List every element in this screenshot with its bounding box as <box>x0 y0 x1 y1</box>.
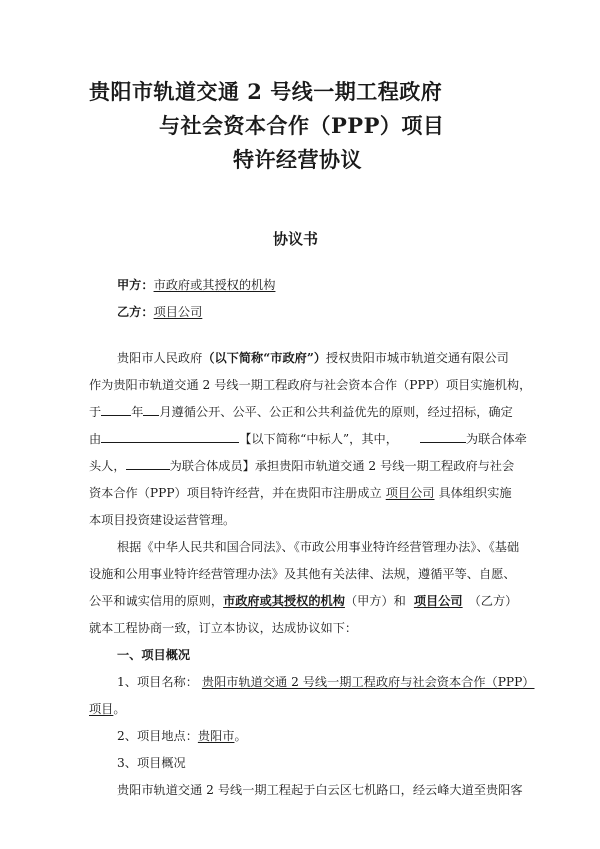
para1-text: 由 <box>89 432 102 446</box>
party-a-ref: 市政府或其授权的机构 <box>223 594 345 608</box>
agreement-heading: 协议书 <box>273 230 319 248</box>
party-a-line <box>117 276 275 293</box>
project-company-ref: 项目公司 <box>385 486 435 500</box>
item-1-value: 贵阳市轨道交通 2 号线一期工程政府与社会资本合作（PPP） <box>201 675 535 689</box>
para1-line-7: 本项目投资建设运营管理。 <box>89 513 236 527</box>
para1-text: 授权贵阳市城市轨道交通有限公司 <box>326 351 509 365</box>
party-b-ref: 项目公司 <box>413 594 463 608</box>
party-b-value: 项目公司 <box>153 305 203 319</box>
party-b-label: 乙方： <box>117 305 154 319</box>
month-blank <box>143 404 159 416</box>
para1-text: 【以下简称“中标人”，其中， <box>239 432 398 446</box>
item-2-value: 贵阳市 <box>197 729 235 743</box>
party-a-value: 市政府或其授权的机构 <box>153 278 276 292</box>
item-1-continuation <box>89 700 126 717</box>
para1-line-3 <box>89 403 513 420</box>
item-1-end: 。 <box>113 702 126 716</box>
item-3-heading: 3、项目概况 <box>117 756 186 770</box>
lead-member-blank <box>420 431 466 443</box>
year-blank <box>101 404 131 416</box>
item-1-label: 1、项目名称： <box>117 675 198 689</box>
doc-title-line-1: 贵阳市轨道交通 2 号线一期工程政府 <box>89 79 443 104</box>
doc-title-line-2: 与社会资本合作（PPP）项目 <box>159 113 445 138</box>
para1-line-2: 作为贵阳市轨道交通 2 号线一期工程政府与社会资本合作（PPP）项目实施机构， <box>89 378 532 392</box>
para1-line-1 <box>117 349 509 366</box>
para2-line-2: 设施和公用事业特许经营管理办法》及其他有关法律、法规，遵循平等、自愿、 <box>89 567 516 581</box>
section-heading: 一、项目概况 <box>117 648 191 662</box>
para2-text: 公平和诚实信用的原则， <box>89 594 224 608</box>
winner-blank <box>101 431 239 443</box>
para2-line-1: 根据《中华人民共和国合同法》、《市政公用事业特许经营管理办法》、《基础 <box>117 540 520 554</box>
para2-line-4: 就本工程协商一致，订立本协议，达成协议如下： <box>89 621 358 635</box>
para1-line-5 <box>89 457 514 474</box>
item-1-line <box>117 673 535 690</box>
doc-title-line-3: 特许经营协议 <box>233 147 362 172</box>
para1-text: 为联合体牵 <box>465 432 527 446</box>
party-b-line <box>117 303 202 320</box>
item-1-value-cont: 项目 <box>89 702 114 716</box>
member-blank <box>126 458 170 470</box>
para1-abbrev: （以下简称“市政府”） <box>202 351 327 365</box>
para1-text: 为联合体成员】承担贵阳市轨道交通 2 号线一期工程政府与社会 <box>169 459 515 473</box>
party-a-label: 甲方： <box>117 278 154 292</box>
item-2-line <box>117 727 247 744</box>
para1-line-4 <box>89 430 527 447</box>
para2-line-3 <box>89 592 517 609</box>
para1-line-6 <box>89 484 512 501</box>
para1-text: 贵阳市人民政府 <box>117 351 203 365</box>
para1-text: 年 <box>131 405 144 419</box>
para1-text: 头人， <box>89 459 126 473</box>
item-2-end: 。 <box>234 729 247 743</box>
para2-text: （乙方） <box>468 594 518 608</box>
para1-text: 资本合作（PPP）项目特许经营，并在贵阳市注册成立 <box>89 486 382 500</box>
para2-text: （甲方）和 <box>344 594 406 608</box>
para1-text: 具体组织实施 <box>438 486 512 500</box>
para1-text: 月遵循公开、公平、公正和公共利益优先的原则，经过招标，确定 <box>159 405 513 419</box>
item-2-label: 2、项目地点： <box>117 729 198 743</box>
para1-text: 于 <box>89 405 102 419</box>
item-3-text: 贵阳市轨道交通 2 号线一期工程起于白云区七机路口，经云峰大道至贵阳客 <box>117 783 523 797</box>
